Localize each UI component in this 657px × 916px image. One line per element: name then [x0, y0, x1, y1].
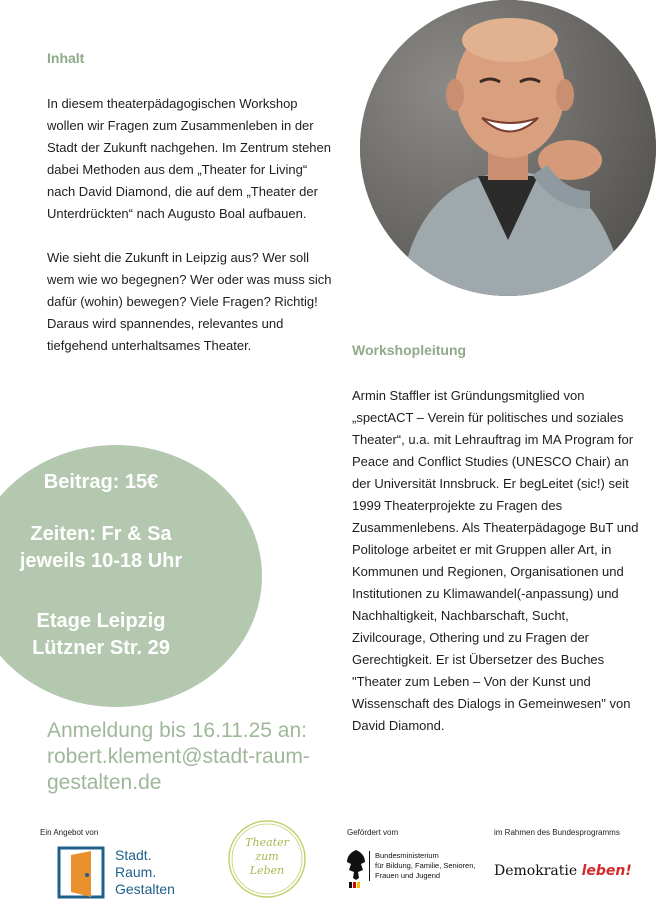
ministry-logo-text [369, 851, 475, 881]
inhalt-heading: Inhalt [47, 50, 85, 66]
theater-logo-text [222, 836, 312, 878]
program-label: im Rahmen des Bundesprogramms [494, 828, 620, 837]
stadt-logo-word-3: Gestalten [115, 881, 175, 897]
venue-line-2: Lützner Str. 29 [32, 637, 170, 659]
federal-eagle-icon [345, 848, 367, 888]
theater-logo-word-1: Theater [245, 836, 289, 849]
portrait-photo [360, 0, 656, 296]
registration-email-part-2[interactable]: gestalten.de [47, 771, 162, 794]
stadt-logo-text [115, 847, 175, 898]
stadt-logo-word-2: Raum. [115, 864, 157, 880]
registration-email-part-1[interactable]: robert.klement@stadt-raum- [47, 745, 310, 768]
info-circle [0, 445, 262, 707]
ministry-logo-line-1: Bundesministerium [375, 851, 439, 860]
inhalt-paragraph-1: In diesem theaterpädagogischen Workshop wollen wir Fragen zum Zusammenleben in der Stadt der Zukunft nachgehen. Im Zentrum stehen dabei Methoden aus dem „Theater for Living“ nach David Diamond, die auf dem „Theater der Unterdrückten“ nach Augusto Boal aufbauen. [47, 96, 331, 221]
demokratie-leben-logo [494, 862, 644, 886]
workshop-heading: Workshopleitung [352, 342, 467, 358]
inhalt-text [47, 93, 337, 357]
stadt-logo-word-1: Stadt. [115, 847, 152, 863]
times-line-1: Zeiten: Fr & Sa [30, 523, 172, 545]
demokratie-word: Demokratie [494, 863, 578, 879]
ministry-logo-line-2: für Bildung, Familie, Senioren, [375, 861, 476, 870]
ministry-logo-line-3: Frauen und Jugend [375, 871, 441, 880]
inhalt-paragraph-2: Wie sieht die Zukunft in Leipzig aus? Wer soll wem wie wo begegnen? Wer oder was muss sich dafür (wohin) bewegen? Viele Fragen? Richtig! Daraus wird spannendes, relevantes und tiefgehend unterhaltsames Theater. [47, 250, 332, 353]
registration-info [47, 718, 347, 796]
offered-by-label: Ein Angebot von [40, 828, 99, 837]
leben-word: leben! [581, 863, 632, 879]
funded-by-label: Gefördert vom [347, 828, 399, 837]
venue-line-1: Etage Leipzig [36, 610, 166, 632]
theater-zum-leben-logo [222, 814, 312, 904]
theater-logo-word-3: Leben [249, 864, 285, 877]
theater-logo-word-2: zum [255, 850, 279, 863]
workshop-text: Armin Staffler ist Gründungsmitglied von „spectACT – Verein für politisches und soziales Theater“, u.a. mit Lehrauftrag im MA Program for Peace and Conflict Studies (UNESCO Chair) an der Universität Innsbruck. Er begLeitet (sic!) seit 1999 Theaterprojekte zu Fragen des Zusammenlebens. Als Theaterpädagoge BuT und Politologe arbeitet er mit Gruppen aller Art, in Kommunen und Regionen, Organisationen und Institutionen zu Klimawandel(-anpassung) und Nachhaltigkeit, Nachbarschaft, Sucht, Zivilcourage, Othering und zu Fragen der Gerechtigkeit. Er ist Übersetzer des Buches "Theater zum Leben – Von der Kunst und Wissenschaft des Dialogs in Gemeinwesen" von David Diamond. [352, 388, 639, 733]
fee-text: Beitrag: 15€ [43, 471, 159, 493]
bmfsfj-logo [345, 848, 490, 892]
stadt-raum-gestalten-logo [57, 845, 197, 900]
registration-deadline: Anmeldung bis 16.11.25 an: [47, 719, 307, 742]
portrait-illustration [360, 0, 656, 296]
times-line-2: jeweils 10-18 Uhr [19, 550, 183, 572]
